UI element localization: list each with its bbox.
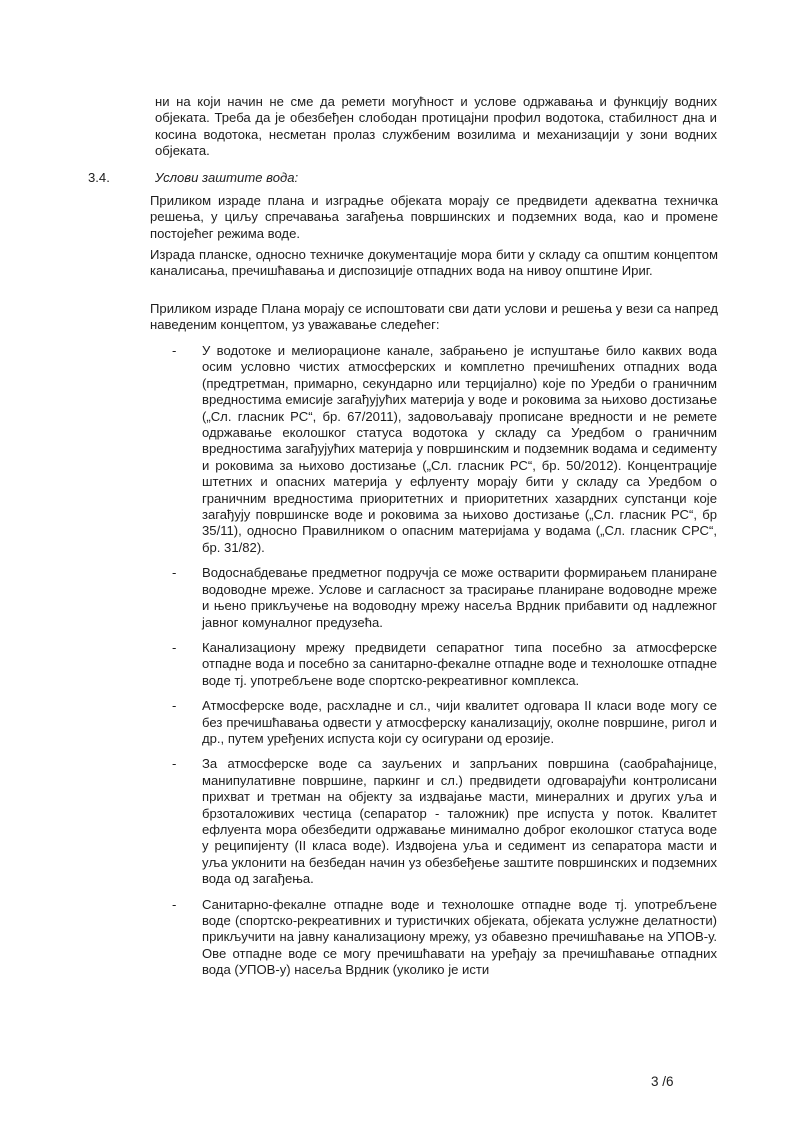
intro-paragraph: ни на који начин не сме да ремети могућност и услове одржавања и функцију водних објеката. Треба да је обезбеђен слободан протицајни профил водотока, стабилност дна и косина водотока, несметан пролаз службеним возилима и механизацији у зони водних објеката. [155, 94, 717, 159]
section-title: Услови заштите вода: [155, 170, 299, 185]
bullet-dash: - [172, 698, 177, 714]
list-item-text: Атмосферске воде, расхладне и сл., чији квалитет одговара II класи воде могу се без пречишћавања одвести у атмосферску канализацију, околне површине, ригол и др., путем уређених испуста који су осигурани од ерозије. [202, 698, 717, 746]
list-item [150, 565, 718, 631]
list-item [150, 640, 718, 689]
body-paragraph: Приликом израде Плана морају се испоштовати сви дати услови и решења у вези са напред наведеним концептом, уз уважавање следећег: [150, 301, 718, 333]
list-item-text: Канализациону мрежу предвидети сепаратног типа посебно за атмосферске отпадне вода и посебно за санитарно-фекалне отпадне воде и технолошке отпадне воде тј. употребљене воде спортско-рекреативног комплекса. [202, 639, 717, 688]
list-item [150, 698, 718, 747]
list-item [150, 756, 718, 887]
bullet-dash: - [172, 343, 177, 358]
list-item [150, 343, 718, 556]
section-number: 3.4. [88, 170, 110, 185]
list-item-text: Санитарно-фекалне отпадне воде и технолошке отпадне воде тј. употребљене воде (спортско-рекреативних и туристичких објеката, објеката услужне делатности) прикључити на јавну канализациону мрежу, уз обавезно пречишћавање на УПОВ-у. Ове отпадне воде се могу пречишћавати на уређају за пречишћавање отпадних вода (УПОВ-у) насеља Врдник (уколико је исти [202, 896, 717, 978]
list-item-text: За атмосферске воде са зауљених и запрљаних површина (саобраћајнице, манипулативне површине, паркинг и сл.) предвидети одговарајући контролисани прихват и третман на објекту за издвајање масти, минералних и других уља и брзоталоживих честица (сепаратор - таложник) пре испуста у поток. Квалитет ефлуента мора обезбедити одржавање минимално доброг еколошког статуса воде у реципијенту (II класа воде). Издвојена уља и седимент из сепаратора масти и уља уклонити на безбедан начин уз обезбеђење заштите површинских и подземних вода од загађења. [202, 756, 717, 887]
list-item [150, 897, 718, 979]
list-item-text: Водоснабдевање предметног подручја се може остварити формирањем планиране водоводне мреже. Услове и сагласност за трасирање планиране водоводне мреже и њено прикључење на водоводну мрежу насеља Врдник прибавити од надлежног јавног комуналног предузећа. [202, 565, 717, 630]
bullet-dash: - [172, 565, 177, 581]
bullet-dash: - [172, 639, 177, 655]
bullet-list [150, 343, 718, 988]
body-paragraph: Израда планске, односно техничке документације мора бити у складу са општим концептом каналисања, пречишћавања и диспозиције отпадних вода на нивоу општине Ириг. [150, 247, 718, 279]
page-number: 3 /6 [651, 1074, 674, 1089]
list-item-text: У водотоке и мелиорационе канале, забрањено је испуштање било каквих вода осим условно чистих атмосферских и комплетно пречишћених отпадних вода (предтретман, примарно, секундарно или терцијално) које по Уредби о граничним вредностима емисије загађујућих материја у воде и роковима за њихово достизање („Сл. гласник РС“, бр. 67/2011), задовољавају прописане вредности и не ремете одржавање еколошког статуса водотока у складу са Уредбом о граничним вредностима загађујућих материја у површинским и подземник водама и седименту и роковима за њихово достизање („Сл. гласник РС“, бр. 50/2012). Концентрације штетних и опасних материја у ефлуенту морају бити у складу са Уредбом о граничним вредностима приоритетних и приоритетних хазардних супстанци које загађују површинске воде и роковима за њихово достизање („Сл. гласник РС“, бр 35/11), односно Правилником о опасним материјама у водама („Сл. гласник СРС“, бр. 31/82). [202, 343, 717, 555]
body-paragraph: Приликом израде плана и изградње објеката морају се предвидети адекватна техничка решења, у циљу спречавања загађења површинских и подземних вода, као и промене постојећег режима воде. [150, 193, 718, 241]
bullet-dash: - [172, 756, 177, 772]
bullet-dash: - [172, 896, 177, 912]
